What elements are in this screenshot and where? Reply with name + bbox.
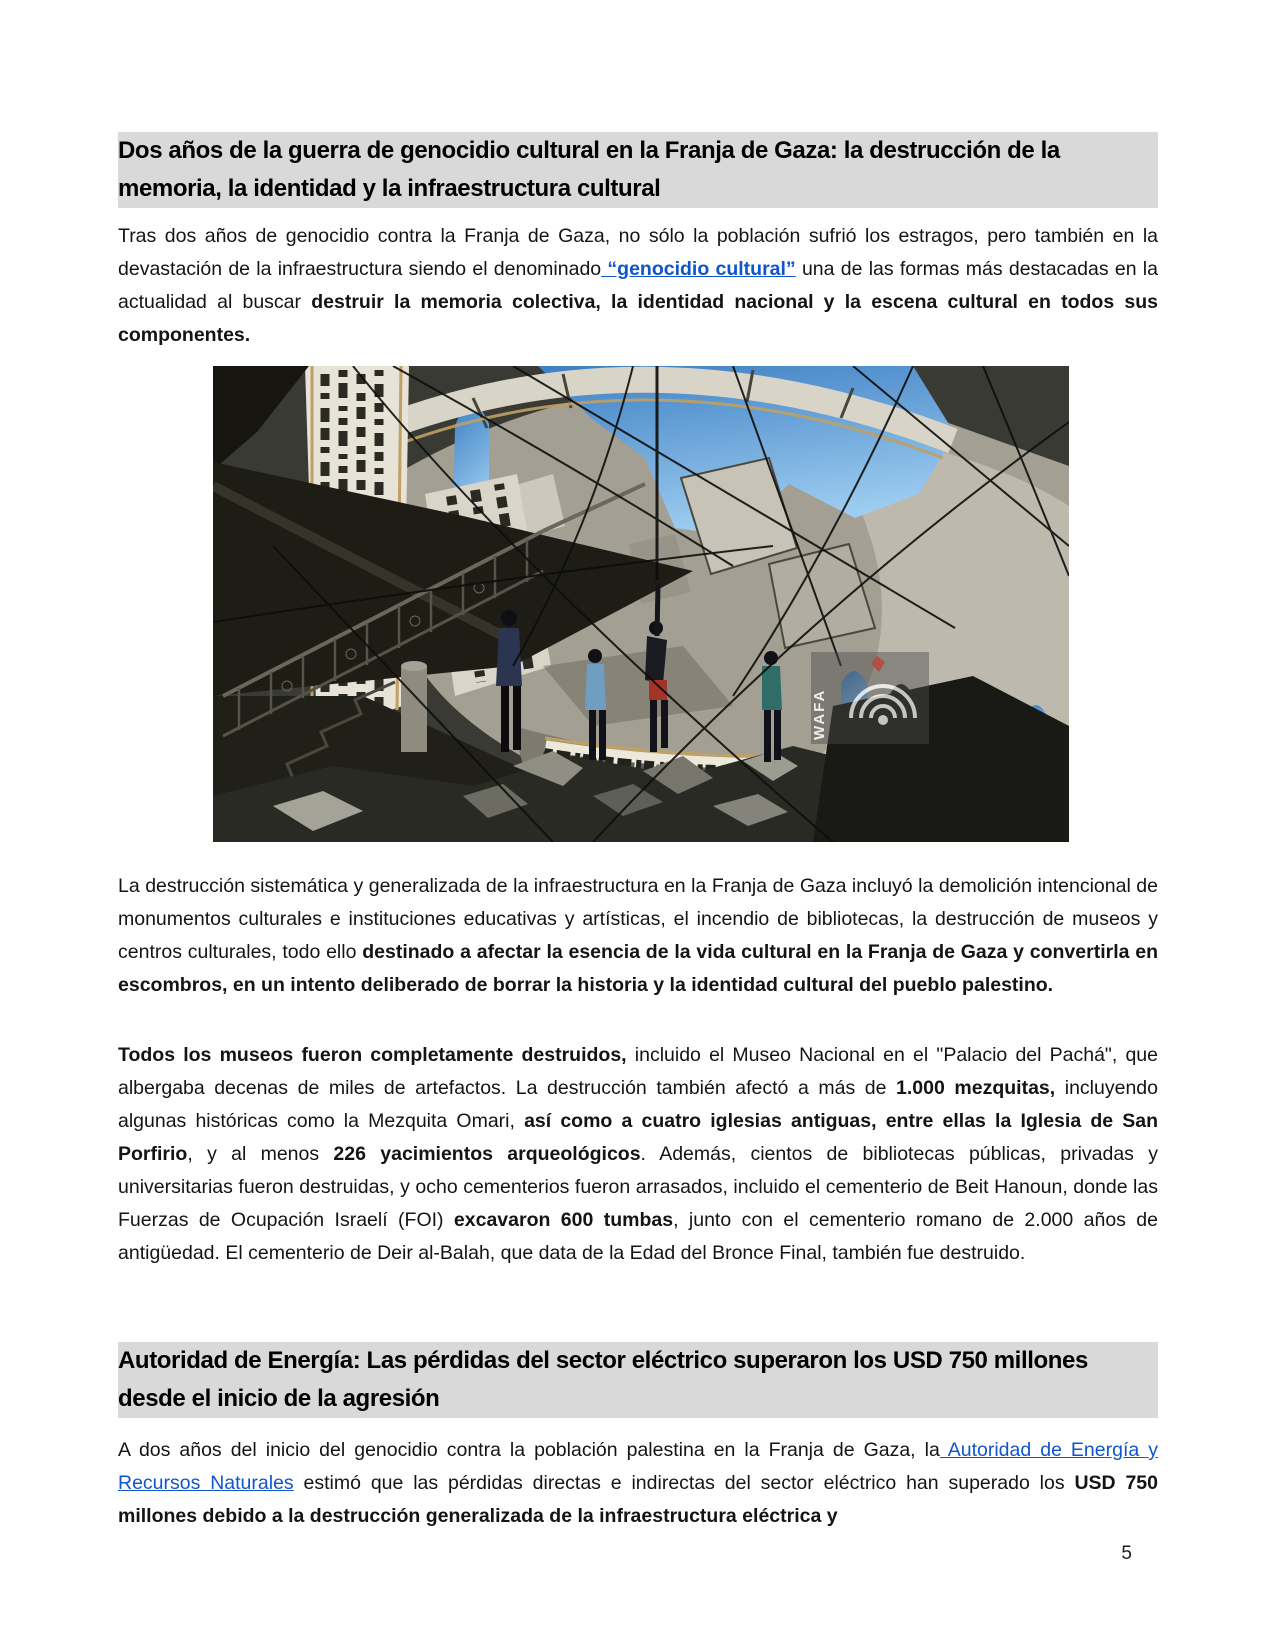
text-run: A dos años del inicio del genocidio contra la población palestina en la Franja de Gaza, la	[118, 1439, 940, 1461]
bold-text-run: así como a cuatro iglesias antiguas, entre ellas la Iglesia de San Porfirio	[118, 1110, 1158, 1165]
text-run: incluyendo algunas históricas como la Mezquita Omari,	[118, 1077, 1158, 1132]
destroyed-mosque-photo	[213, 366, 1069, 842]
inline-link[interactable]: Autoridad de Energía y Recursos Naturales	[118, 1439, 1158, 1494]
bold-text-run: 226 yacimientos arqueológicos	[333, 1143, 641, 1165]
text-run: . Además, cientos de bibliotecas públicas, privadas y universitarias fueron destruidas, y ocho cementerios fueron arrasados, incluido el cementerio de Beit Hanoun, donde las Fuerzas de Ocupación Israelí (FOI)	[118, 1143, 1158, 1231]
section-heading-cultural-genocide: Dos años de la guerra de genocidio cultural en la Franja de Gaza: la destrucción de la memoria, la identidad y la infraestructura cultural	[118, 132, 1158, 208]
bold-text-run: excavaron 600 tumbas	[453, 1209, 674, 1231]
section-heading-energy-authority: Autoridad de Energía: Las pérdidas del sector eléctrico superaron los USD 750 millones desde el inicio de la agresión	[118, 1342, 1158, 1418]
text-run: Tras dos años de genocidio contra la Franja de Gaza, no sólo la población sufrió los estragos, pero también en la devastación de la infraestructura siendo el denominado	[118, 225, 1158, 280]
inline-link[interactable]: “genocidio cultural”	[601, 258, 796, 280]
paragraph-systematic-destruction	[118, 870, 1158, 1002]
text-run: , junto con el cementerio romano de 2.000 años de antigüedad. El cementerio de Deir al-Balah, que data de la Edad del Bronce Final, también fue destruido.	[118, 1209, 1158, 1264]
text-run: estimó que las pérdidas directas e indirectas del sector eléctrico han superado los	[293, 1472, 1075, 1494]
bold-text-run: destinado a afectar la esencia de la vida cultural en la Franja de Gaza y convertirla en escombros, en un intento deliberado de borrar la historia y la identidad cultural del pueblo palestino.	[118, 941, 1158, 996]
bold-text-run: USD 750 millones debido a la destrucción generalizada de la infraestructura eléctrica y	[118, 1472, 1158, 1527]
watermark-text: WAFA	[811, 688, 828, 740]
page-number: 5	[1121, 1543, 1132, 1564]
text-run: una de las formas más destacadas en la actualidad al buscar	[118, 258, 1158, 313]
paragraph-intro	[118, 220, 1158, 352]
wafa-watermark	[811, 652, 929, 744]
paragraph-museums-mosques	[118, 1039, 1158, 1270]
article-photo	[213, 366, 1069, 842]
bold-text-run: 1.000 mezquitas,	[896, 1077, 1056, 1099]
text-run: , y al menos	[187, 1143, 334, 1165]
text-run: incluido el Museo Nacional en el "Palacio del Pachá", que albergaba decenas de miles de artefactos. La destrucción también afectó a más de	[118, 1044, 1158, 1099]
bold-text-run: destruir la memoria colectiva, la identidad nacional y la escena cultural en todos sus componentes.	[118, 291, 1158, 346]
paragraph-energy-losses	[118, 1434, 1158, 1533]
text-run: La destrucción sistemática y generalizada de la infraestructura en la Franja de Gaza incluyó la demolición intencional de monumentos culturales e instituciones educativas y artísticas, el incendio de bibliotecas, la destrucción de museos y centros culturales, todo ello	[118, 875, 1158, 963]
bold-text-run: Todos los museos fueron completamente destruidos,	[118, 1044, 627, 1066]
